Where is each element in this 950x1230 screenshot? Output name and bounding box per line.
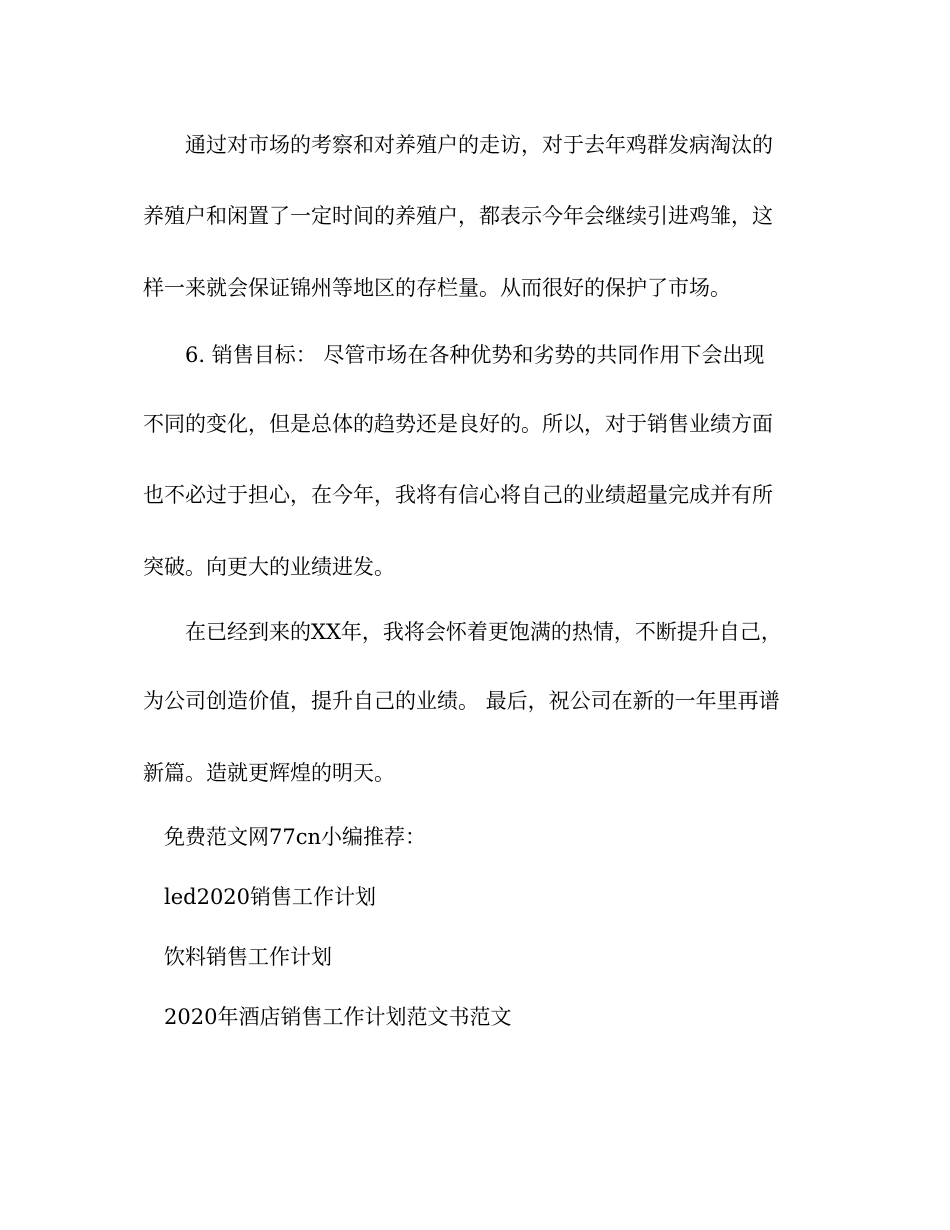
paragraph-line: 不同的变化，但是总体的趋势还是良好的。所以，对于销售业绩方面 — [143, 412, 773, 436]
paragraph-line: 养殖户和闲置了一定时间的养殖户，都表示今年会继续引进鸡雏，这 — [143, 204, 773, 228]
paragraph-line: 通过对市场的考察和对养殖户的走访，对于去年鸡群发病淘汰的 — [185, 133, 773, 157]
recommend-title: 免费范文网77cn小编推荐： — [164, 825, 427, 849]
recommend-link[interactable]: led2020销售工作计划 — [164, 885, 377, 909]
paragraph-line: 新篇。造就更辉煌的明天。 — [143, 761, 395, 785]
paragraph-line: 为公司创造价值，提升自己的业绩。 最后，祝公司在新的一年里再谱 — [143, 689, 780, 713]
recommend-link[interactable]: 饮料销售工作计划 — [164, 945, 332, 969]
paragraph-line: 在已经到来的XX年，我将会怀着更饱满的热情，不断提升自己， — [185, 620, 782, 644]
paragraph-line: 6. 销售目标： 尽管市场在各种优势和劣势的共同作用下会出现 — [185, 343, 765, 367]
paragraph-line: 样一来就会保证锦州等地区的存栏量。从而很好的保护了市场。 — [143, 276, 731, 300]
recommend-link[interactable]: 2020年酒店销售工作计划范文书范文 — [164, 1005, 512, 1029]
paragraph-line: 也不必过于担心，在今年，我将有信心将自己的业绩超量完成并有所 — [143, 483, 773, 507]
paragraph-line: 突破。向更大的业绩进发。 — [143, 555, 395, 579]
